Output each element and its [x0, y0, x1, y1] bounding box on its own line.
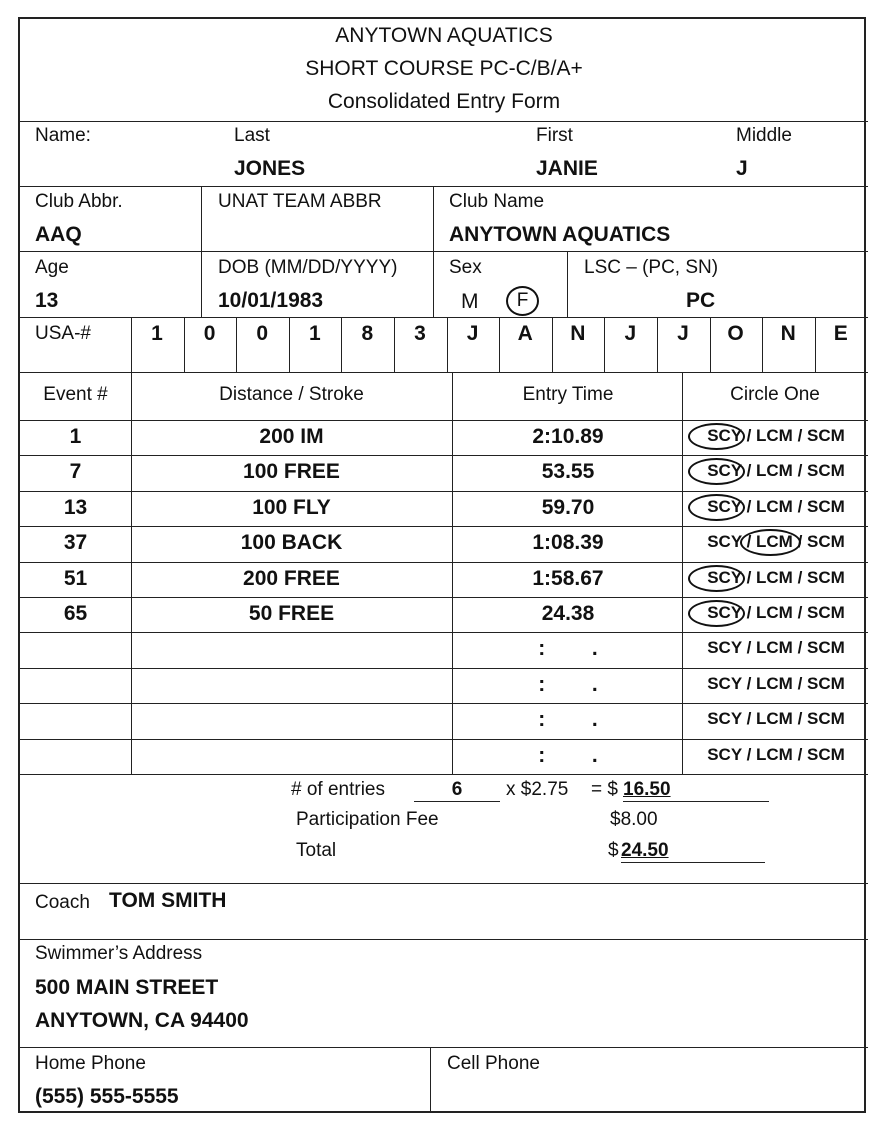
- divider: [20, 526, 868, 527]
- usa-number-char[interactable]: 0: [203, 322, 216, 345]
- course-circle-lcm: [740, 529, 801, 556]
- usa-number-char[interactable]: E: [833, 322, 848, 345]
- divider: [20, 632, 868, 633]
- entries-total-eq: = $: [591, 779, 618, 800]
- cell-phone-label: Cell Phone: [447, 1053, 540, 1074]
- participation-fee-amount: $8.00: [610, 809, 658, 830]
- course-circle-scy: [688, 600, 745, 627]
- course-options-cell[interactable]: SCY / LCM / SCM: [707, 567, 845, 587]
- address-label: Swimmer’s Address: [35, 943, 203, 964]
- last-name-label: Last: [234, 125, 270, 146]
- usa-number-char[interactable]: 1: [308, 322, 321, 345]
- divider: [20, 186, 868, 187]
- stroke-cell[interactable]: 100 FREE: [243, 460, 340, 484]
- entries-total-field[interactable]: [623, 779, 769, 802]
- event-number-cell[interactable]: 51: [63, 566, 88, 590]
- course-options-cell[interactable]: SCY / LCM / SCM: [707, 673, 845, 693]
- entries-count-field[interactable]: 6: [414, 779, 500, 802]
- entry-time-cell[interactable]: 1:08.39: [532, 531, 604, 555]
- age-label: Age: [35, 257, 69, 278]
- total-dollar: $: [608, 840, 619, 861]
- sex-option-f-circled[interactable]: F: [506, 286, 539, 316]
- form-title-meet: SHORT COURSE PC-C/B/A+: [305, 57, 583, 80]
- course-options-cell[interactable]: SCY / LCM / SCM: [707, 496, 845, 516]
- divider: [20, 562, 868, 563]
- total-label: Total: [296, 840, 337, 861]
- col-header-event: Event #: [43, 384, 108, 405]
- entry-time-cell[interactable]: : .: [538, 672, 598, 696]
- event-number-cell[interactable]: 37: [63, 531, 88, 555]
- usa-number-char[interactable]: 3: [414, 322, 426, 345]
- middle-name-label: Middle: [736, 125, 792, 146]
- name-label: Name:: [35, 125, 91, 146]
- stroke-cell[interactable]: 100 BACK: [240, 531, 343, 555]
- entries-total-value: 16.50: [623, 779, 671, 800]
- course-options-cell[interactable]: SCY / LCM / SCM: [707, 744, 845, 764]
- divider: [201, 186, 202, 318]
- lsc-label: LSC – (PC, SN): [584, 257, 719, 278]
- divider: [20, 668, 868, 669]
- event-number-cell[interactable]: 13: [63, 495, 88, 519]
- divider: [430, 1047, 431, 1113]
- club-abbr-label: Club Abbr.: [35, 191, 123, 212]
- club-abbr-field[interactable]: AAQ: [35, 223, 82, 246]
- age-field[interactable]: 13: [35, 289, 59, 312]
- divider: [567, 251, 568, 318]
- divider: [20, 455, 868, 456]
- last-name-field[interactable]: JONES: [234, 157, 306, 180]
- divider: [20, 703, 868, 704]
- event-number-cell[interactable]: 65: [63, 602, 88, 625]
- usa-number-char[interactable]: J: [466, 322, 479, 345]
- event-number-cell[interactable]: 7: [69, 460, 82, 484]
- entry-rate: x $2.75: [506, 779, 569, 800]
- course-circle-scy: [688, 494, 745, 521]
- coach-name-field[interactable]: TOM SMITH: [109, 889, 227, 912]
- home-phone-label: Home Phone: [35, 1053, 146, 1074]
- divider: [20, 1047, 868, 1048]
- form-title-org: ANYTOWN AQUATICS: [335, 24, 553, 47]
- entry-time-cell[interactable]: 53.55: [541, 460, 595, 484]
- course-circle-scy: [688, 565, 745, 592]
- course-options-cell[interactable]: SCY / LCM / SCM: [707, 603, 845, 622]
- entry-time-cell[interactable]: 1:58.67: [532, 566, 604, 590]
- divider: [20, 774, 868, 775]
- club-name-label: Club Name: [449, 191, 545, 212]
- usa-number-char[interactable]: J: [624, 322, 637, 345]
- home-phone-field[interactable]: (555) 555-5555: [35, 1085, 179, 1108]
- participation-fee-label: Participation Fee: [296, 809, 439, 830]
- event-number-cell[interactable]: 1: [69, 425, 82, 448]
- sex-label: Sex: [449, 257, 482, 278]
- divider: [20, 739, 868, 740]
- usa-number-label: USA-#: [35, 323, 91, 344]
- dob-label: DOB (MM/DD/YYYY): [218, 257, 398, 278]
- stroke-cell[interactable]: 200 FREE: [243, 566, 340, 590]
- sex-option-m[interactable]: M: [461, 290, 479, 313]
- total-amount-value: 24.50: [621, 840, 669, 861]
- entry-time-cell[interactable]: 2:10.89: [532, 425, 604, 448]
- coach-label: Coach: [35, 892, 90, 913]
- address-line2-field[interactable]: ANYTOWN, CA 94400: [35, 1009, 249, 1032]
- col-header-course: Circle One: [730, 384, 820, 405]
- divider: [433, 186, 434, 318]
- club-name-field[interactable]: ANYTOWN AQUATICS: [449, 223, 671, 246]
- divider: [20, 883, 868, 884]
- entry-time-cell[interactable]: : .: [538, 743, 598, 767]
- usa-number-char[interactable]: N: [780, 322, 796, 345]
- entry-time-cell[interactable]: 24.38: [541, 602, 595, 625]
- usa-number-char[interactable]: A: [517, 322, 533, 345]
- entry-time-cell[interactable]: : .: [538, 637, 598, 661]
- course-options-cell[interactable]: SCY / LCM / SCM: [707, 709, 845, 729]
- course-options-cell[interactable]: SCY / LCM / SCM: [707, 461, 845, 481]
- usa-number-char[interactable]: O: [727, 322, 744, 345]
- usa-number-char[interactable]: J: [677, 322, 689, 345]
- unat-team-label: UNAT TEAM ABBR: [218, 191, 382, 212]
- course-options-cell[interactable]: SCY / LCM / SCM: [707, 532, 845, 552]
- col-header-entry-time: Entry Time: [522, 384, 614, 405]
- divider: [20, 251, 868, 252]
- divider: [20, 939, 868, 940]
- course-circle-scy: [688, 423, 745, 450]
- middle-name-field[interactable]: J: [736, 157, 748, 180]
- course-options-cell[interactable]: SCY / LCM / SCM: [707, 638, 845, 658]
- usa-number-char[interactable]: 8: [361, 322, 374, 345]
- entry-time-cell[interactable]: 59.70: [541, 495, 595, 519]
- course-options-cell[interactable]: SCY / LCM / SCM: [707, 426, 845, 445]
- usa-number-char[interactable]: 1: [151, 322, 163, 345]
- divider: [20, 420, 868, 421]
- entry-form: [18, 17, 866, 1113]
- lsc-field[interactable]: PC: [686, 289, 716, 312]
- col-header-stroke: Distance / Stroke: [219, 384, 364, 405]
- dob-field[interactable]: 10/01/1983: [218, 289, 324, 312]
- divider: [20, 372, 868, 373]
- usa-number-char[interactable]: N: [570, 322, 586, 345]
- total-amount-field[interactable]: [621, 840, 765, 863]
- usa-number-char[interactable]: 0: [256, 322, 269, 345]
- divider: [20, 121, 868, 122]
- form-title-form: Consolidated Entry Form: [327, 90, 561, 113]
- stroke-cell[interactable]: 100 FLY: [252, 495, 331, 519]
- divider: [20, 597, 868, 598]
- entry-time-cell[interactable]: : .: [538, 708, 598, 732]
- address-line1-field[interactable]: 500 MAIN STREET: [35, 976, 219, 999]
- first-name-field[interactable]: JANIE: [536, 157, 598, 180]
- stroke-cell[interactable]: 50 FREE: [248, 602, 335, 625]
- divider: [20, 491, 868, 492]
- stroke-cell[interactable]: 200 IM: [259, 425, 324, 448]
- entries-count-label: # of entries: [291, 779, 385, 800]
- first-name-label: First: [536, 125, 573, 146]
- divider: [20, 317, 868, 318]
